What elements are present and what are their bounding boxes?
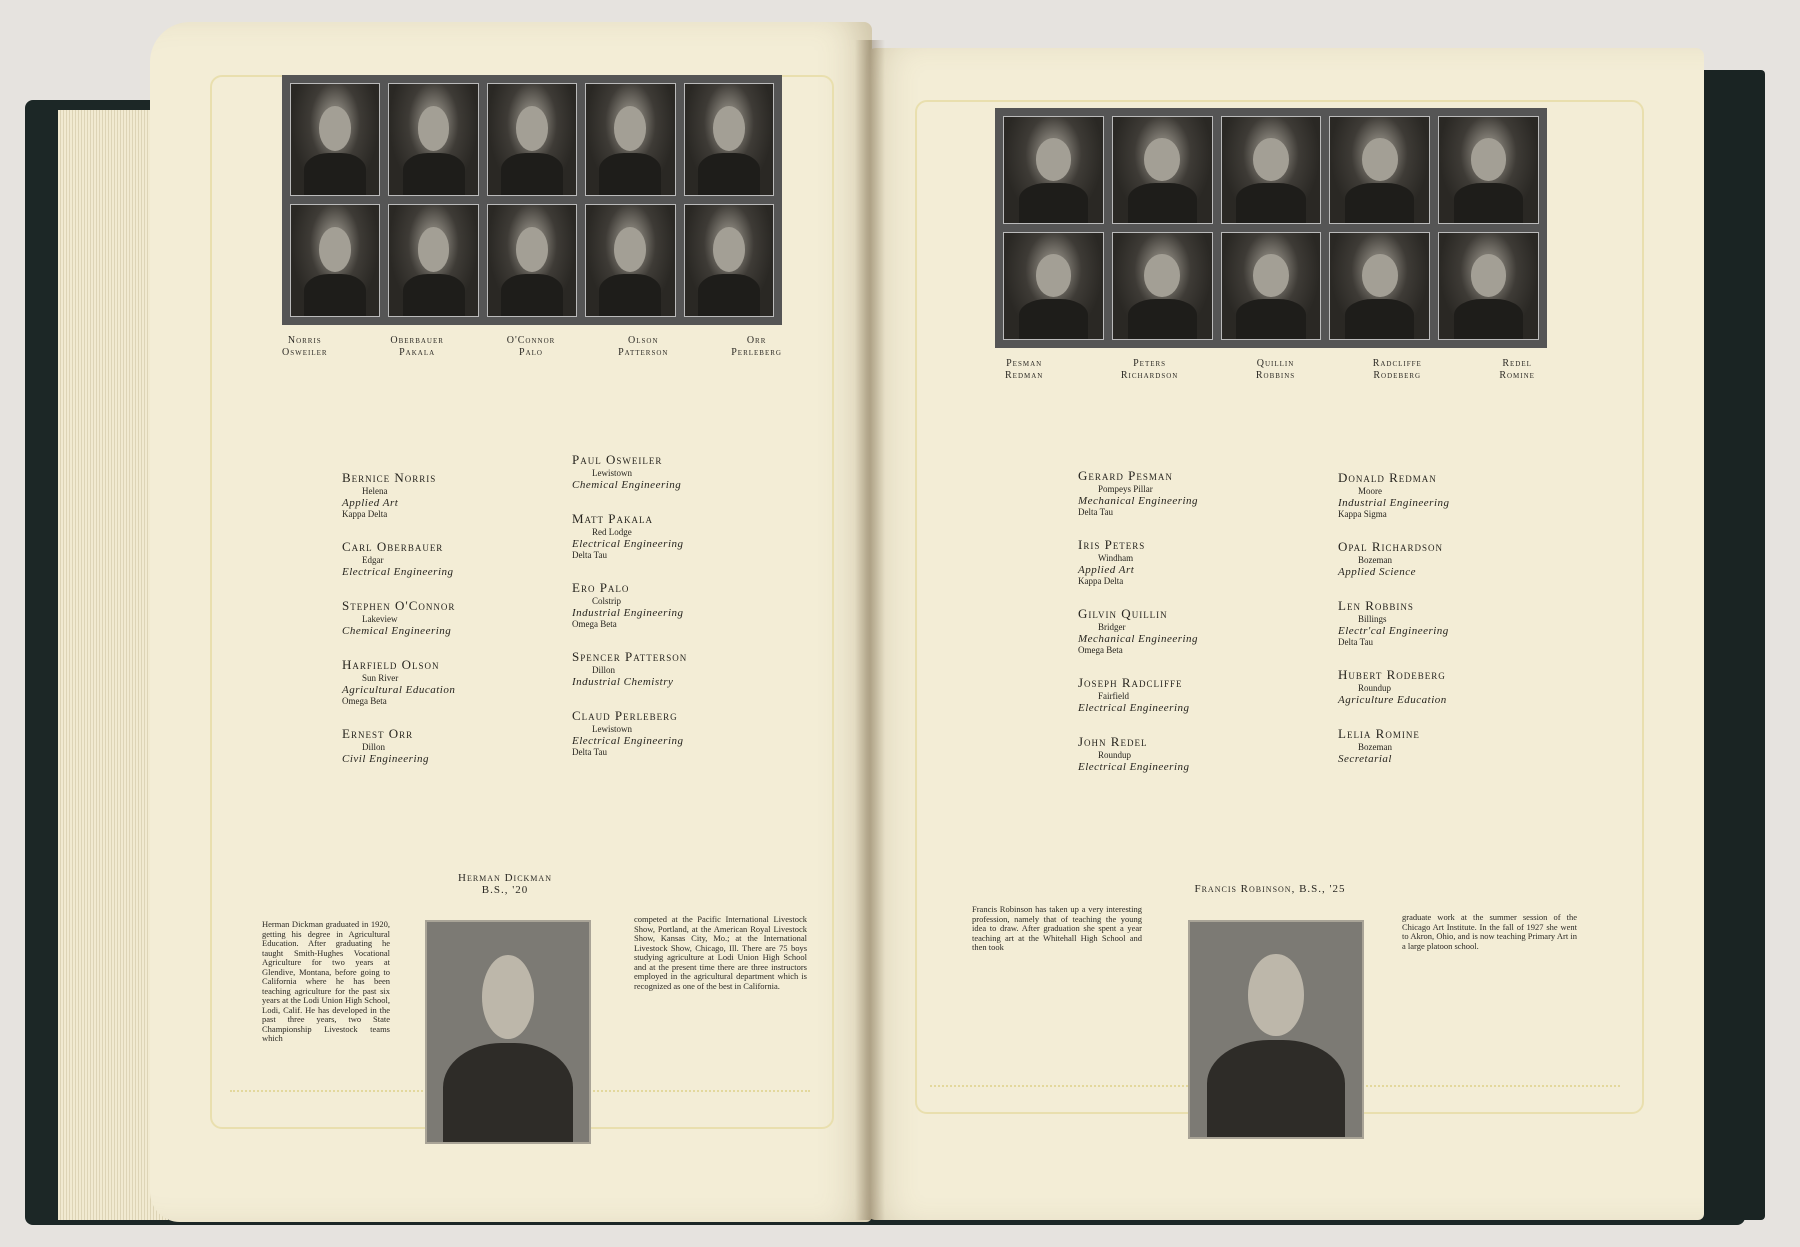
portrait-richardson <box>1112 232 1213 340</box>
feature-text-robinson-left: Francis Robinson has taken up a very interesting profession, namely that of teaching the young idea to draw. After graduation she spent a year teaching art at the Whitehall High School and then took <box>972 904 1142 952</box>
page-gutter <box>855 40 885 1220</box>
student-entry: Stephen O'Connor Lakeview Chemical Engineering <box>342 598 456 637</box>
right-photo-captions <box>1005 358 1535 382</box>
portrait-osweiler <box>290 204 380 317</box>
portrait-oconnor <box>487 83 577 196</box>
feature-text-robinson-right: graduate work at the summer session of the Chicago Art Institute. In the fall of 1927 she went to Akron, Ohio, and is now teaching Primary Art in a large platoon school. <box>1402 912 1577 951</box>
portrait-perleberg <box>684 204 774 317</box>
student-entry: Joseph Radcliffe Fairfield Electrical Engineering <box>1078 675 1190 714</box>
photo-robinson <box>1188 920 1364 1139</box>
portrait-palo <box>487 204 577 317</box>
portrait-pakala <box>388 204 478 317</box>
caption-column: O'Connor Palo <box>506 335 556 358</box>
left-names-column-b <box>572 452 772 777</box>
student-entry: Paul Osweiler Lewistown Chemical Engineering <box>572 452 682 491</box>
student-entry: Lelia Romine Bozeman Secretarial <box>1338 726 1420 765</box>
student-entry: Len Robbins Billings Electr'cal Engineering Delta Tau <box>1338 598 1449 647</box>
portrait-patterson <box>585 204 675 317</box>
student-entry: Donald Redman Moore Industrial Engineering Kappa Sigma <box>1338 470 1450 519</box>
student-entry: Gerard Pesman Pompeys Pillar Mechanical Engineering Delta Tau <box>1078 468 1199 517</box>
caption-column: Redel Romine <box>1499 358 1535 381</box>
left-photo-grid <box>282 75 782 325</box>
left-photo-captions <box>282 335 782 359</box>
student-entry: Harfield Olson Sun River Agricultural Education Omega Beta <box>342 657 456 706</box>
portrait-quillin <box>1221 116 1322 224</box>
caption-column: Pesman Redman <box>1005 358 1044 381</box>
feature-heading-dickman: Herman Dickman B.S., '20 <box>458 872 552 896</box>
portrait-radcliffe <box>1329 116 1430 224</box>
portrait-pesman <box>1003 116 1104 224</box>
portrait-rodeberg <box>1329 232 1430 340</box>
portrait-redel <box>1438 116 1539 224</box>
student-entry: Opal Richardson Bozeman Applied Science <box>1338 539 1443 578</box>
caption-column: Quillin Robbins <box>1255 358 1296 381</box>
student-entry: Matt Pakala Red Lodge Electrical Engineering Delta Tau <box>572 511 684 560</box>
feature-text-dickman-left: Herman Dickman graduated in 1920, getting his degree in Agricultural Education. After graduating he taught Smith-Hughes Vocational Agriculture for two years at Glendive, Montana, before going to California where he has been teaching agriculture for the past six years at the Lodi Union High School, Lodi, Calif. He has developed in the past three years, two State Championship Livestock teams which <box>262 919 390 1043</box>
student-entry: Spencer Patterson Dillon Industrial Chemistry <box>572 649 688 688</box>
portrait-orr <box>684 83 774 196</box>
student-entry: Iris Peters Windham Applied Art Kappa Delta <box>1078 537 1146 586</box>
portrait-peters <box>1112 116 1213 224</box>
left-names-column-a <box>342 470 542 785</box>
student-entry: Ero Palo Colstrip Industrial Engineering Omega Beta <box>572 580 684 629</box>
right-names-column-b <box>1338 470 1548 785</box>
right-photo-grid <box>995 108 1547 348</box>
student-entry: Bernice Norris Helena Applied Art Kappa Delta <box>342 470 437 519</box>
portrait-olson <box>585 83 675 196</box>
portrait-robbins <box>1221 232 1322 340</box>
student-entry: John Redel Roundup Electrical Engineering <box>1078 734 1190 773</box>
caption-column: Olson Patterson <box>618 335 669 358</box>
portrait-romine <box>1438 232 1539 340</box>
student-entry: Hubert Rodeberg Roundup Agriculture Education <box>1338 667 1447 706</box>
feature-heading-robinson: Francis Robinson, B.S., '25 <box>1194 883 1346 895</box>
caption-column: Radcliffe Rodeberg <box>1372 358 1422 381</box>
feature-text-dickman-right: competed at the Pacific International Livestock Show, Portland, at the American Royal Livestock Show, Kansas City, Mo.; at the International Livestock Show, Chicago, Ill. There are 75 boys studying agriculture at Lodi Union High School and at the present time there are three instructors employed in the agricultural department which is recognized as one of the best in California. <box>634 914 807 991</box>
right-names-column-a <box>1078 468 1288 793</box>
student-entry: Gilvin Quillin Bridger Mechanical Engineering Omega Beta <box>1078 606 1199 655</box>
caption-column: Orr Perleberg <box>731 335 782 358</box>
portrait-redman <box>1003 232 1104 340</box>
portrait-oberbauer <box>388 83 478 196</box>
student-entry: Claud Perleberg Lewistown Electrical Engineering Delta Tau <box>572 708 684 757</box>
caption-column: Oberbauer Pakala <box>390 335 444 358</box>
student-entry: Carl Oberbauer Edgar Electrical Engineering <box>342 539 454 578</box>
portrait-norris <box>290 83 380 196</box>
caption-column: Peters Richardson <box>1120 358 1179 381</box>
photo-dickman <box>425 920 591 1144</box>
caption-column: Norris Osweiler <box>282 335 328 358</box>
student-entry: Ernest Orr Dillon Civil Engineering <box>342 726 430 765</box>
